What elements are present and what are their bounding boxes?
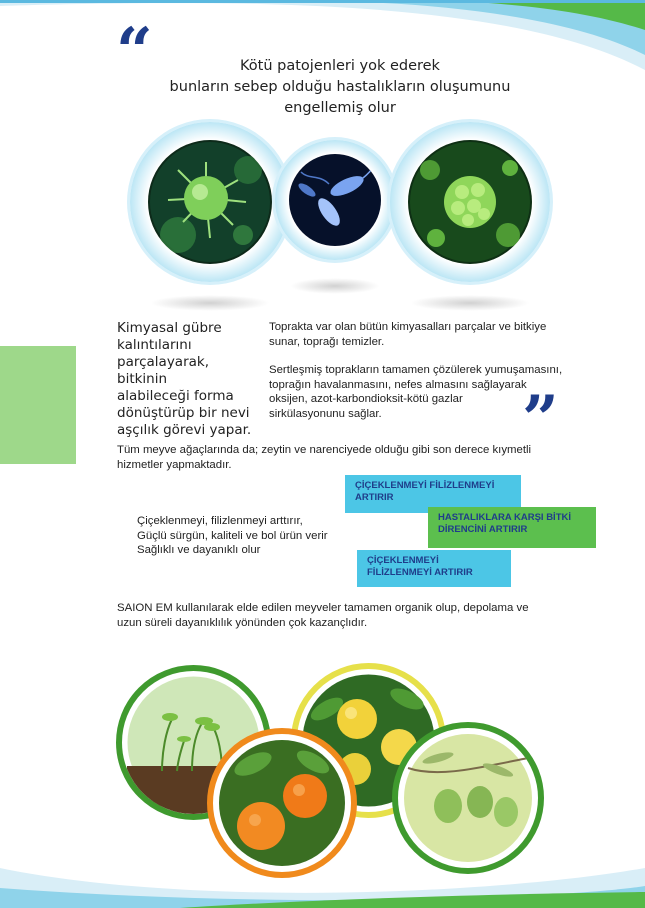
right-paragraph-1-line-2: sunar, toprağı temizler. bbox=[269, 335, 385, 348]
microbe-image-virus bbox=[148, 140, 272, 264]
headline-line-1: Kötü patojenleri yok ederek bbox=[240, 58, 440, 74]
headline bbox=[150, 56, 530, 119]
left-text-line-6: aşçılık görevi yapar. bbox=[117, 422, 252, 438]
open-quote-icon: “ bbox=[116, 14, 153, 89]
trees-paragraph-line-2: hizmetler yapmaktadır. bbox=[117, 458, 232, 471]
right-paragraph-2-line-3: oksijen, azot-karbondioksit-kötü gazlar bbox=[269, 393, 463, 405]
trees-paragraph-line-1: Tüm meyve ağaçlarında da; zeytin ve narenciyede olduğu gibi son derece kıymetli bbox=[117, 444, 532, 456]
close-quote-icon: ” bbox=[522, 382, 559, 457]
right-paragraph-2-line-2: toprağın havalanmasını, nefes almasını sağlayarak bbox=[269, 378, 527, 391]
box3-line-1: ÇİÇEKLENMEYİ bbox=[367, 555, 439, 566]
benefits-text bbox=[137, 514, 357, 558]
left-text-line-1: Kimyasal gübre bbox=[117, 320, 222, 336]
left-text-line-3: parçalayarak, bitkinin bbox=[117, 354, 210, 387]
bottom-wave-decoration bbox=[0, 838, 645, 908]
feature-box-sprouting bbox=[357, 550, 511, 587]
box3-line-2: FİLİZLENMEYİ ARTIRIR bbox=[367, 567, 473, 578]
right-paragraph-1-line-1: Toprakta var olan bütün kimyasalları parçalar ve bitkiye bbox=[269, 321, 547, 333]
benefits-line-3: Sağlıklı ve dayanıklı olur bbox=[137, 544, 261, 556]
closing-paragraph-line-1: SAION EM kullanılarak elde edilen meyveler tamamen organik olup, depolama ve bbox=[117, 602, 529, 614]
headline-line-2: bunların sebep olduğu hastalıkların oluşumunu bbox=[169, 79, 511, 95]
organic-fruit-paragraph bbox=[117, 601, 587, 630]
box1-line-2: ARTIRIR bbox=[355, 492, 394, 503]
microbe-image-bacteria bbox=[289, 154, 381, 246]
soil-cleaning-paragraph bbox=[269, 320, 589, 349]
benefits-line-1: Çiçeklenmeyi, filizlenmeyi arttırır, bbox=[137, 515, 303, 527]
chemical-residue-text bbox=[117, 320, 257, 439]
side-accent-bar bbox=[0, 346, 76, 464]
benefits-line-2: Güçlü sürgün, kaliteli ve bol ürün verir bbox=[137, 529, 328, 542]
left-text-line-5: dönüştürüp bir nevi bbox=[117, 405, 250, 421]
fruit-trees-paragraph bbox=[117, 443, 587, 472]
right-paragraph-2-line-1: Sertleşmiş toprakların tamamen çözülerek yumuşamasını, bbox=[269, 364, 563, 376]
left-text-line-2: kalıntılarını bbox=[117, 337, 192, 353]
feature-box-disease-resistance bbox=[428, 507, 596, 548]
microbe-image-cells bbox=[408, 140, 532, 264]
right-paragraph-2-line-4: sirkülasyonunu sağlar. bbox=[269, 407, 382, 420]
closing-paragraph-line-2: uzun süreli dayanıklılık yönünden çok kazançlıdır. bbox=[117, 616, 368, 629]
circle-shadow-right bbox=[410, 295, 530, 311]
circle-shadow-left bbox=[150, 295, 270, 311]
circle-shadow-middle bbox=[290, 278, 380, 294]
box2-line-1: HASTALIKLARA KARŞI BİTKİ bbox=[438, 512, 571, 523]
headline-line-3: engellemiş olur bbox=[284, 100, 396, 116]
left-text-line-4: alabileceği forma bbox=[117, 388, 234, 404]
box2-line-2: DİRENCİNİ ARTIRIR bbox=[438, 524, 528, 535]
box1-line-1: ÇİÇEKLENMEYİ FİLİZLENMEYİ bbox=[355, 480, 495, 491]
